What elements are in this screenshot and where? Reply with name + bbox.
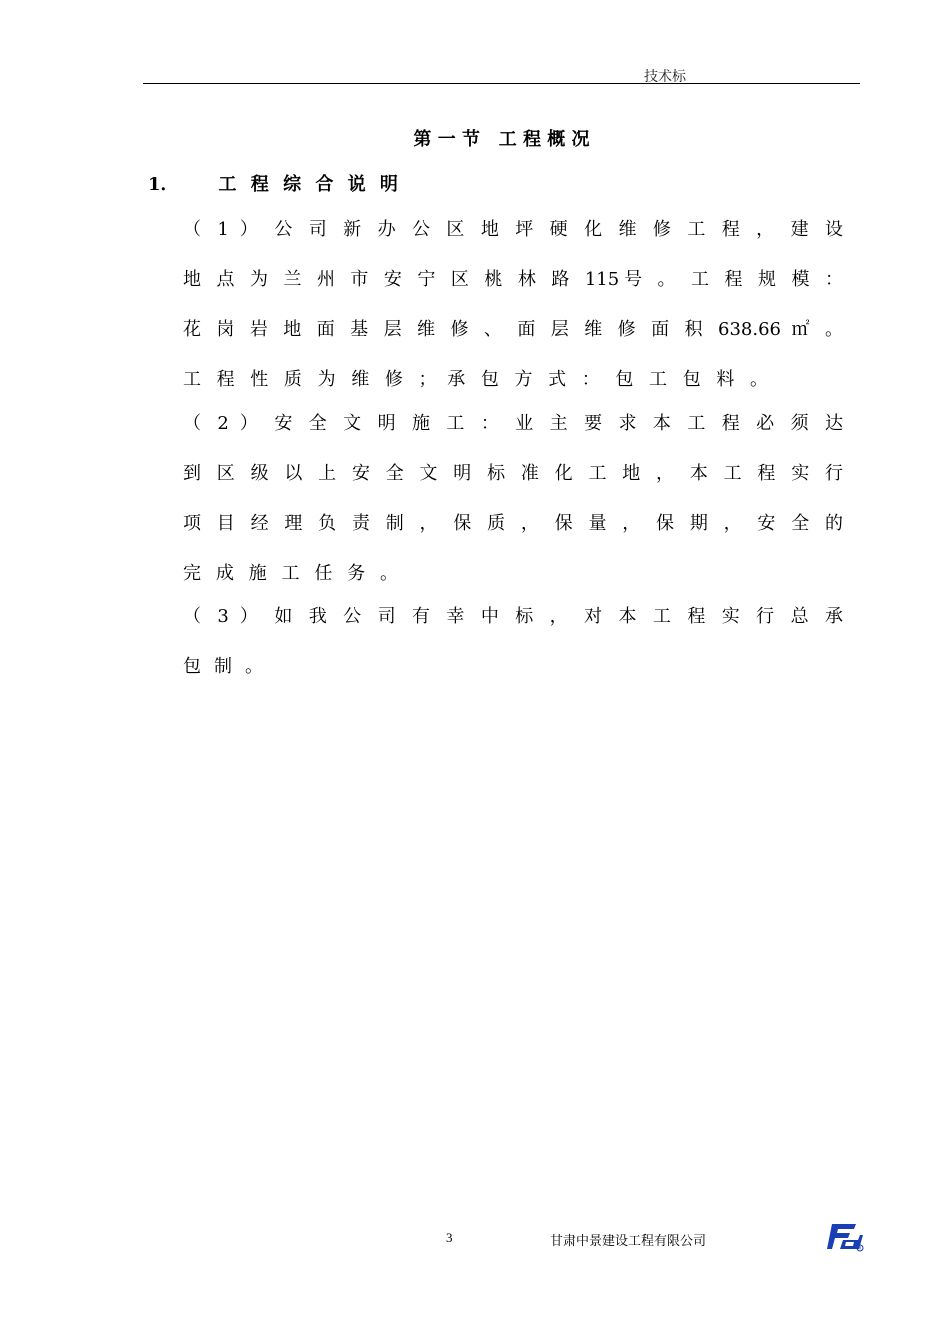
company-name: 甘肃中景建设工程有限公司 — [550, 1234, 707, 1249]
company-logo-icon — [826, 1222, 864, 1252]
paragraph-1 — [183, 215, 843, 415]
header-title: 技术标 — [644, 69, 686, 85]
paragraph-2 — [183, 409, 843, 609]
paragraph-line: 包 制 。 — [183, 656, 263, 677]
paragraph-line: 花 岗 岩 地 面 基 层 维 修 、 面 层 维 修 面 积 638.66 ㎡ 。 — [183, 319, 843, 340]
svg-text:R: R — [858, 1245, 862, 1251]
paragraph-line: （ 2 ） 安 全 文 明 施 工 ： 业 主 要 求 本 工 程 必 须 达 — [183, 413, 843, 434]
paragraph-3 — [183, 602, 843, 702]
page-number: 3 — [446, 1230, 453, 1245]
paragraph-line: 工 程 性 质 为 维 修 ； 承 包 方 式 ： 包 工 包 料 。 — [183, 369, 768, 390]
paragraph-line: （ 1 ） 公 司 新 办 公 区 地 坪 硬 化 维 修 工 程 ， 建 设 — [183, 219, 843, 240]
section-title: 第 一 节 工 程 概 况 — [413, 129, 590, 150]
header-divider — [143, 83, 860, 84]
paragraph-line: 到 区 级 以 上 安 全 文 明 标 准 化 工 地 ， 本 工 程 实 行 — [183, 463, 843, 484]
subsection-title: 工 程 综 合 说 明 — [218, 174, 402, 195]
paragraph-line: 完 成 施 工 任 务 。 — [183, 563, 398, 584]
paragraph-line: 项 目 经 理 负 责 制 ， 保 质 ， 保 量 ， 保 期 ， 安 全 的 — [183, 513, 843, 534]
paragraph-line: 地 点 为 兰 州 市 安 宁 区 桃 林 路 115号 。 工 程 规 模 ： — [183, 269, 843, 290]
subsection-number: 1． — [148, 174, 179, 195]
paragraph-line: （ 3 ） 如 我 公 司 有 幸 中 标 ， 对 本 工 程 实 行 总 承 — [183, 606, 843, 627]
subsection-heading — [148, 170, 402, 196]
